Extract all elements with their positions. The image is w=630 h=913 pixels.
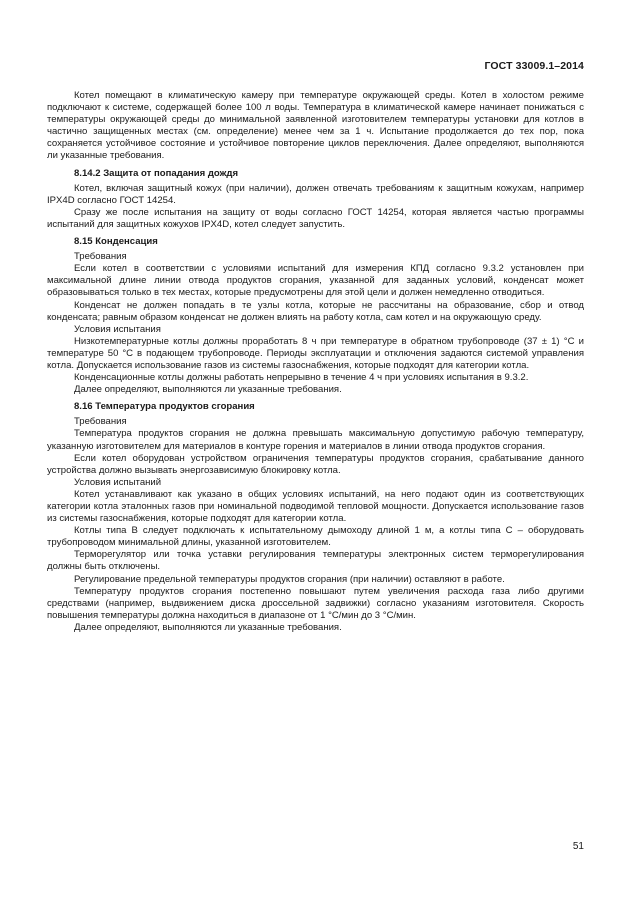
paragraph: Условия испытания xyxy=(74,323,161,335)
paragraph: Котел помещают в климатическую камеру при температуре окружающей среды. Котел в холостом режиме подключают к системе, содержащей более 100 л воды. Температура в климатической камере начинает понижаться с температуры окружающей среды до минимальной заявленной изготовителем температуры установки для котлов в частично защищенных местах (см. определение) менее чем за 1 ч. Испытание продолжается до тех пор, пока сохраняется устойчивое состояние и устойчивое повторение циклов переключения. Далее определяют, выполняются ли указанные требования. xyxy=(47,90,584,162)
paragraph: Если котел в соответствии с условиями испытаний для измерения КПД согласно 9.3.2 установлен при максимальной длине линии отвода продуктов сгорания, указанной для заданных условий, конденсат может образовываться только в тех местах, которые предусмотрены для этой цели и должен немедленно отводиться. xyxy=(47,263,584,299)
paragraph: Условия испытаний xyxy=(74,476,162,488)
section-heading: 8.16 Температура продуктов сгорания xyxy=(74,401,255,413)
paragraph: Конденсат не должен попадать в те узлы котла, которые не рассчитаны на образование, сбор и отвод конденсата; равным образом конденсат не должен влиять на работу котла, сам котел и на окружающую среду. xyxy=(47,299,584,323)
section-heading: 8.14.2 Защита от попадания дождя xyxy=(74,167,239,179)
section-heading: 8.15 Конденсация xyxy=(74,236,158,248)
page-number: 51 xyxy=(572,841,584,852)
paragraph: Котел, включая защитный кожух (при наличии), должен отвечать требованиям к защитным кожухам, например IPX4D согласно ГОСТ 14254. xyxy=(47,182,584,206)
paragraph: Конденсационные котлы должны работать непрерывно в течение 4 ч при условиях испытания в 9.3.2. xyxy=(74,372,529,384)
paragraph: Далее определяют, выполняются ли указанные требования. xyxy=(74,621,342,633)
page-body xyxy=(47,90,584,634)
paragraph: Котел устанавливают как указано в общих условиях испытаний, на него подают один из соответствующих категории котла эталонных газов при номинальной подводимой тепловой мощности. Допускается использование газов из системы газоснабжения, которые подходят для категории котла. xyxy=(47,488,584,525)
paragraph: Сразу же после испытания на защиту от воды согласно ГОСТ 14254, которая является частью программы испытаний для защитных кожухов IPX4D, котел следует запустить. xyxy=(47,206,584,230)
paragraph: Температуру продуктов сгорания постепенно повышают путем увеличения расхода газа либо другими средствами (например, выдвижением диска дроссельной задвижки) согласно указаниям изготовителя. Скорость повышения температуры должна находиться в диапазоне от 1 °С/мин до 3 °С/мин. xyxy=(47,585,584,621)
paragraph: Регулирование предельной температуры продуктов сгорания (при наличии) оставляют в работе. xyxy=(74,573,505,585)
paragraph: Температура продуктов сгорания не должна превышать максимальную допустимую рабочую температуру, указанную изготовителем для материалов в контуре горения и материалов в линии отвода продуктов сгорания. xyxy=(47,428,584,452)
paragraph: Низкотемпературные котлы должны проработать 8 ч при температуре в обратном трубопроводе (37 ± 1) °С и температуре 50 °С в подающем трубопроводе. Периоды эксплуатации и отключения задаются системой управления котла. Допускается использование газов из системы газоснабжения, которые подходят для категории котла. xyxy=(47,335,584,371)
paragraph: Терморегулятор или точка уставки регулирования температуры электронных систем терморегулирования должны быть отключены. xyxy=(47,549,584,573)
paragraph: Далее определяют, выполняются ли указанные требования. xyxy=(74,384,342,396)
standard-header: ГОСТ 33009.1–2014 xyxy=(484,60,584,72)
paragraph: Котлы типа В следует подключать к испытательному дымоходу длиной 1 м, а котлы типа С – оборудовать трубопроводом минимальной длины, указанной изготовителем. xyxy=(47,525,584,549)
paragraph: Если котел оборудован устройством ограничения температуры продуктов сгорания, срабатывание данного устройства должно вызывать энергозависимую блокировку котла. xyxy=(47,452,584,476)
paragraph: Требования xyxy=(74,416,127,428)
paragraph: Требования xyxy=(74,251,127,263)
